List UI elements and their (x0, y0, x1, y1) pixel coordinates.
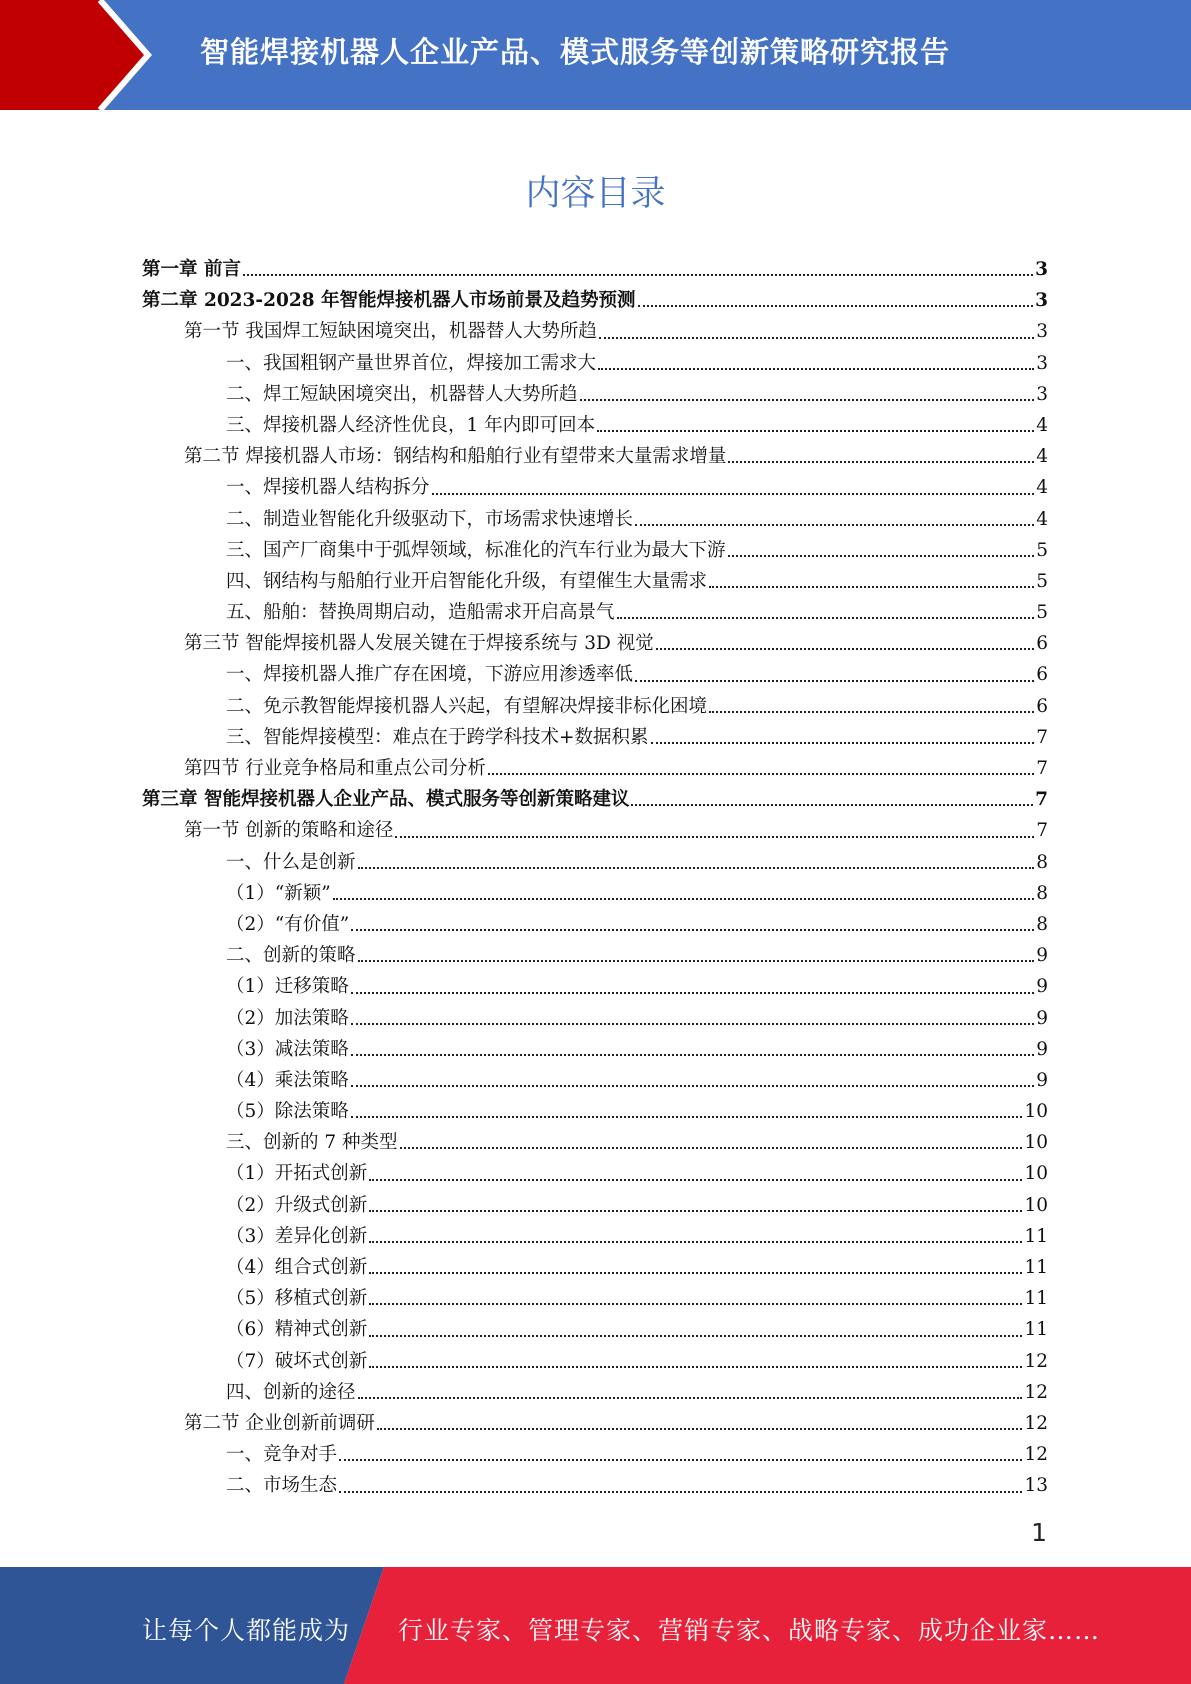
toc-entry-page: 11 (1024, 1319, 1048, 1341)
toc-entry[interactable] (142, 566, 1048, 597)
arrow-decoration (0, 0, 160, 110)
toc-entry[interactable] (142, 504, 1048, 535)
toc-entry[interactable] (142, 1314, 1048, 1345)
toc-entry-page: 4 (1036, 414, 1048, 436)
toc-entry[interactable] (142, 1283, 1048, 1314)
toc-entry-title: 三、焊接机器人经济性优良，1 年内即可回本 (226, 414, 596, 436)
toc-entry[interactable] (142, 878, 1048, 909)
footer-slogan-left: 让每个人都能成为 (142, 1616, 351, 1645)
toc-entry-title: （1）迁移策略 (226, 976, 349, 998)
toc-entry-title: 二、制造业智能化升级驱动下，市场需求快速增长 (226, 508, 634, 530)
toc-entry-page: 12 (1024, 1350, 1048, 1372)
toc-entry-page: 12 (1024, 1412, 1048, 1434)
toc-leader-dots (351, 928, 1034, 931)
toc-entry-page: 10 (1024, 1101, 1048, 1123)
toc-entry-page: 9 (1036, 1069, 1048, 1091)
toc-entry[interactable] (142, 971, 1048, 1002)
toc-leader-dots (488, 772, 1034, 775)
toc-entry[interactable] (142, 1096, 1048, 1127)
toc-leader-dots (369, 1240, 1022, 1243)
toc-entry-page: 11 (1024, 1288, 1048, 1310)
toc-entry-title: （1）开拓式创新 (226, 1163, 368, 1185)
toc-leader-dots (651, 741, 1035, 744)
toc-entry[interactable] (142, 691, 1048, 722)
toc-entry-title: 二、市场生态 (226, 1475, 338, 1497)
toc-leader-dots (432, 492, 1035, 495)
toc-entry-title: （5）移植式创新 (226, 1288, 368, 1310)
toc-entry-page: 13 (1024, 1475, 1048, 1497)
toc-entry-page: 12 (1024, 1444, 1048, 1466)
toc-leader-dots (358, 1396, 1023, 1399)
toc-leader-dots (351, 1022, 1034, 1025)
toc-entry-title: 第三节 智能焊接机器人发展关键在于焊接系统与 3D 视觉 (184, 633, 654, 655)
toc-entry-title: 第二章 2023-2028 年智能焊接机器人市场前景及趋势预测 (142, 290, 636, 312)
toc-leader-dots (339, 1458, 1022, 1461)
toc-entry-title: 第一章 前言 (142, 259, 241, 280)
toc-entry-title: 三、国产厂商集中于弧焊领域，标准化的汽车行业为最大下游 (226, 539, 726, 561)
toc-entry-title: 一、焊接机器人推广存在困境，下游应用渗透率低 (226, 664, 634, 686)
toc-entry-title: 第四节 行业竞争格局和重点公司分析 (184, 758, 486, 779)
toc-leader-dots (243, 273, 1033, 276)
toc-entry-page: 12 (1024, 1381, 1048, 1403)
toc-entry[interactable] (142, 1190, 1048, 1221)
toc-entry-page: 3 (1036, 383, 1048, 405)
toc-entry-page: 6 (1036, 664, 1048, 686)
toc-entry[interactable] (142, 1003, 1048, 1034)
toc-entry-page: 10 (1024, 1194, 1048, 1216)
toc-leader-dots (351, 1115, 1023, 1118)
toc-entry-page: 6 (1036, 695, 1048, 717)
toc-leader-dots (656, 647, 1034, 650)
toc-entry-title: 三、创新的 7 种类型 (226, 1132, 398, 1154)
toc-entry-title: 一、什么是创新 (226, 851, 356, 873)
toc-leader-dots (377, 1427, 1023, 1430)
toc-entry-page: 9 (1036, 945, 1048, 967)
toc-entry-title: 第一节 我国焊工短缺困境突出，机器替人大势所趋 (184, 321, 597, 343)
toc-leader-dots (358, 959, 1035, 962)
toc-leader-dots (635, 523, 1034, 526)
toc-entry-page: 7 (1036, 758, 1048, 779)
toc-leader-dots (351, 1053, 1034, 1056)
toc-entry-title: 五、船舶：替换周期启动，造船需求开启高景气 (226, 602, 615, 624)
toc-entry[interactable] (142, 1377, 1048, 1408)
toc-entry[interactable] (142, 722, 1048, 753)
toc-entry-page: 7 (1036, 726, 1048, 748)
toc-entry[interactable] (142, 1470, 1048, 1501)
toc-entry-title: （3）减法策略 (226, 1038, 349, 1060)
toc-entry[interactable] (142, 410, 1048, 441)
toc-entry-page: 6 (1036, 633, 1048, 655)
toc-entry[interactable] (142, 909, 1048, 940)
toc-entry-page: 8 (1036, 913, 1048, 935)
toc-entry[interactable] (142, 472, 1048, 503)
toc-leader-dots (351, 1084, 1034, 1087)
toc-leader-dots (599, 336, 1034, 339)
toc-entry-title: 二、创新的策略 (226, 945, 356, 967)
toc-entry-page: 4 (1036, 477, 1048, 499)
toc-entry-title: （7）破坏式创新 (226, 1350, 368, 1372)
toc-entry-title: （3）差异化创新 (226, 1225, 368, 1247)
toc-entry[interactable] (142, 1252, 1048, 1283)
toc-leader-dots (369, 1334, 1022, 1337)
toc-leader-dots (709, 585, 1034, 588)
toc-entry[interactable] (142, 784, 1048, 815)
toc-entry[interactable] (142, 1127, 1048, 1158)
toc-leader-dots (635, 679, 1034, 682)
toc-leader-dots (400, 1146, 1023, 1149)
toc-entry-page: 7 (1035, 789, 1048, 811)
toc-entry-page: 5 (1036, 570, 1048, 592)
toc-entry[interactable] (142, 659, 1048, 690)
toc-entry-title: 一、我国粗钢产量世界首位，焊接加工需求大 (226, 352, 597, 374)
toc-entry-page: 3 (1035, 290, 1048, 312)
toc-entry-title: （1）“新颖” (226, 882, 331, 904)
toc-leader-dots (597, 429, 1034, 432)
toc-entry[interactable] (142, 441, 1048, 472)
toc-leader-dots (728, 460, 1034, 463)
toc-entry-page: 5 (1036, 539, 1048, 561)
toc-entry-title: 第二节 企业创新前调研 (184, 1412, 375, 1434)
toc-entry[interactable] (142, 1034, 1048, 1065)
toc-entry[interactable] (142, 1158, 1048, 1189)
toc-leader-dots (333, 897, 1035, 900)
toc-entry-page: 11 (1024, 1257, 1048, 1278)
toc-entry[interactable] (142, 1221, 1048, 1252)
toc-entry-title: 三、智能焊接模型：难点在于跨学科技术+数据积累 (226, 726, 649, 748)
toc-entry[interactable] (142, 348, 1048, 379)
toc-leader-dots (369, 1271, 1022, 1274)
toc-leader-dots (631, 803, 1033, 806)
page-number: 1 (1031, 1518, 1047, 1547)
toc-entry-title: 第三章 智能焊接机器人企业产品、模式服务等创新策略建议 (142, 789, 630, 811)
toc-entry[interactable] (142, 1439, 1048, 1470)
toc-entry-title: （4）组合式创新 (226, 1257, 368, 1278)
toc-entry[interactable] (142, 847, 1048, 878)
footer-band (0, 1567, 1191, 1684)
table-of-contents (142, 254, 1048, 1502)
toc-entry[interactable] (142, 1408, 1048, 1439)
toc-entry-title: （2）升级式创新 (226, 1194, 368, 1216)
toc-entry-title: （6）精神式创新 (226, 1319, 368, 1341)
toc-entry-title: 四、创新的途径 (226, 1381, 356, 1403)
toc-entry-page: 8 (1036, 851, 1048, 873)
toc-leader-dots (728, 554, 1035, 557)
toc-heading: 内容目录 (525, 174, 666, 214)
toc-entry-title: （2）“有价值” (226, 913, 350, 935)
toc-entry[interactable] (142, 940, 1048, 971)
toc-entry-page: 9 (1036, 1038, 1048, 1060)
toc-entry-page: 7 (1036, 820, 1048, 842)
report-title: 智能焊接机器人企业产品、模式服务等创新策略研究报告 (200, 35, 951, 69)
header-band (0, 0, 1191, 110)
toc-leader-dots (339, 1490, 1022, 1493)
toc-entry[interactable] (142, 285, 1048, 316)
toc-entry-page: 4 (1036, 508, 1048, 530)
toc-entry-title: （4）乘法策略 (226, 1069, 349, 1091)
toc-entry-page: 3 (1036, 352, 1048, 374)
toc-entry-page: 9 (1036, 976, 1048, 998)
toc-leader-dots (580, 398, 1035, 401)
toc-entry-title: 一、竞争对手 (226, 1444, 338, 1466)
toc-entry-title: 第一节 创新的策略和途径 (184, 820, 394, 842)
toc-entry[interactable] (142, 597, 1048, 628)
toc-entry-page: 10 (1024, 1163, 1048, 1185)
toc-entry[interactable] (142, 815, 1048, 846)
toc-entry-title: （2）加法策略 (226, 1007, 349, 1029)
toc-entry-page: 3 (1036, 321, 1048, 343)
toc-entry-title: 二、免示教智能焊接机器人兴起，有望解决焊接非标化困境 (226, 695, 708, 717)
toc-entry-title: 二、焊工短缺困境突出，机器替人大势所趋 (226, 383, 578, 405)
toc-leader-dots (369, 1302, 1022, 1305)
toc-entry-page: 8 (1036, 882, 1048, 904)
toc-entry[interactable] (142, 753, 1048, 784)
toc-entry-page: 11 (1024, 1225, 1048, 1247)
toc-entry-title: 四、钢结构与船舶行业开启智能化升级，有望催生大量需求 (226, 570, 708, 592)
toc-entry-page: 9 (1036, 1007, 1048, 1029)
toc-entry[interactable] (142, 254, 1048, 285)
toc-leader-dots (358, 866, 1035, 869)
toc-entry-title: 第二节 焊接机器人市场：钢结构和船舶行业有望带来大量需求增量 (184, 446, 727, 468)
toc-entry[interactable] (142, 628, 1048, 659)
toc-entry[interactable] (142, 1065, 1048, 1096)
toc-entry[interactable] (142, 1346, 1048, 1377)
toc-leader-dots (709, 710, 1034, 713)
toc-leader-dots (351, 991, 1034, 994)
toc-leader-dots (395, 835, 1034, 838)
toc-entry-title: 一、焊接机器人结构拆分 (226, 477, 430, 499)
toc-leader-dots (369, 1365, 1022, 1368)
toc-leader-dots (369, 1178, 1022, 1181)
toc-entry-page: 5 (1036, 602, 1048, 624)
toc-leader-dots (598, 367, 1034, 370)
toc-entry[interactable] (142, 379, 1048, 410)
toc-leader-dots (617, 616, 1035, 619)
toc-leader-dots (369, 1209, 1022, 1212)
toc-entry-title: （5）除法策略 (226, 1101, 349, 1123)
toc-entry[interactable] (142, 535, 1048, 566)
toc-entry-page: 10 (1024, 1132, 1048, 1154)
toc-entry-page: 3 (1035, 259, 1048, 280)
toc-entry-page: 4 (1036, 446, 1048, 468)
toc-entry[interactable] (142, 316, 1048, 347)
toc-leader-dots (638, 304, 1034, 307)
footer-slogan-right: 行业专家、管理专家、营销专家、战略专家、成功企业家…… (398, 1616, 1101, 1645)
